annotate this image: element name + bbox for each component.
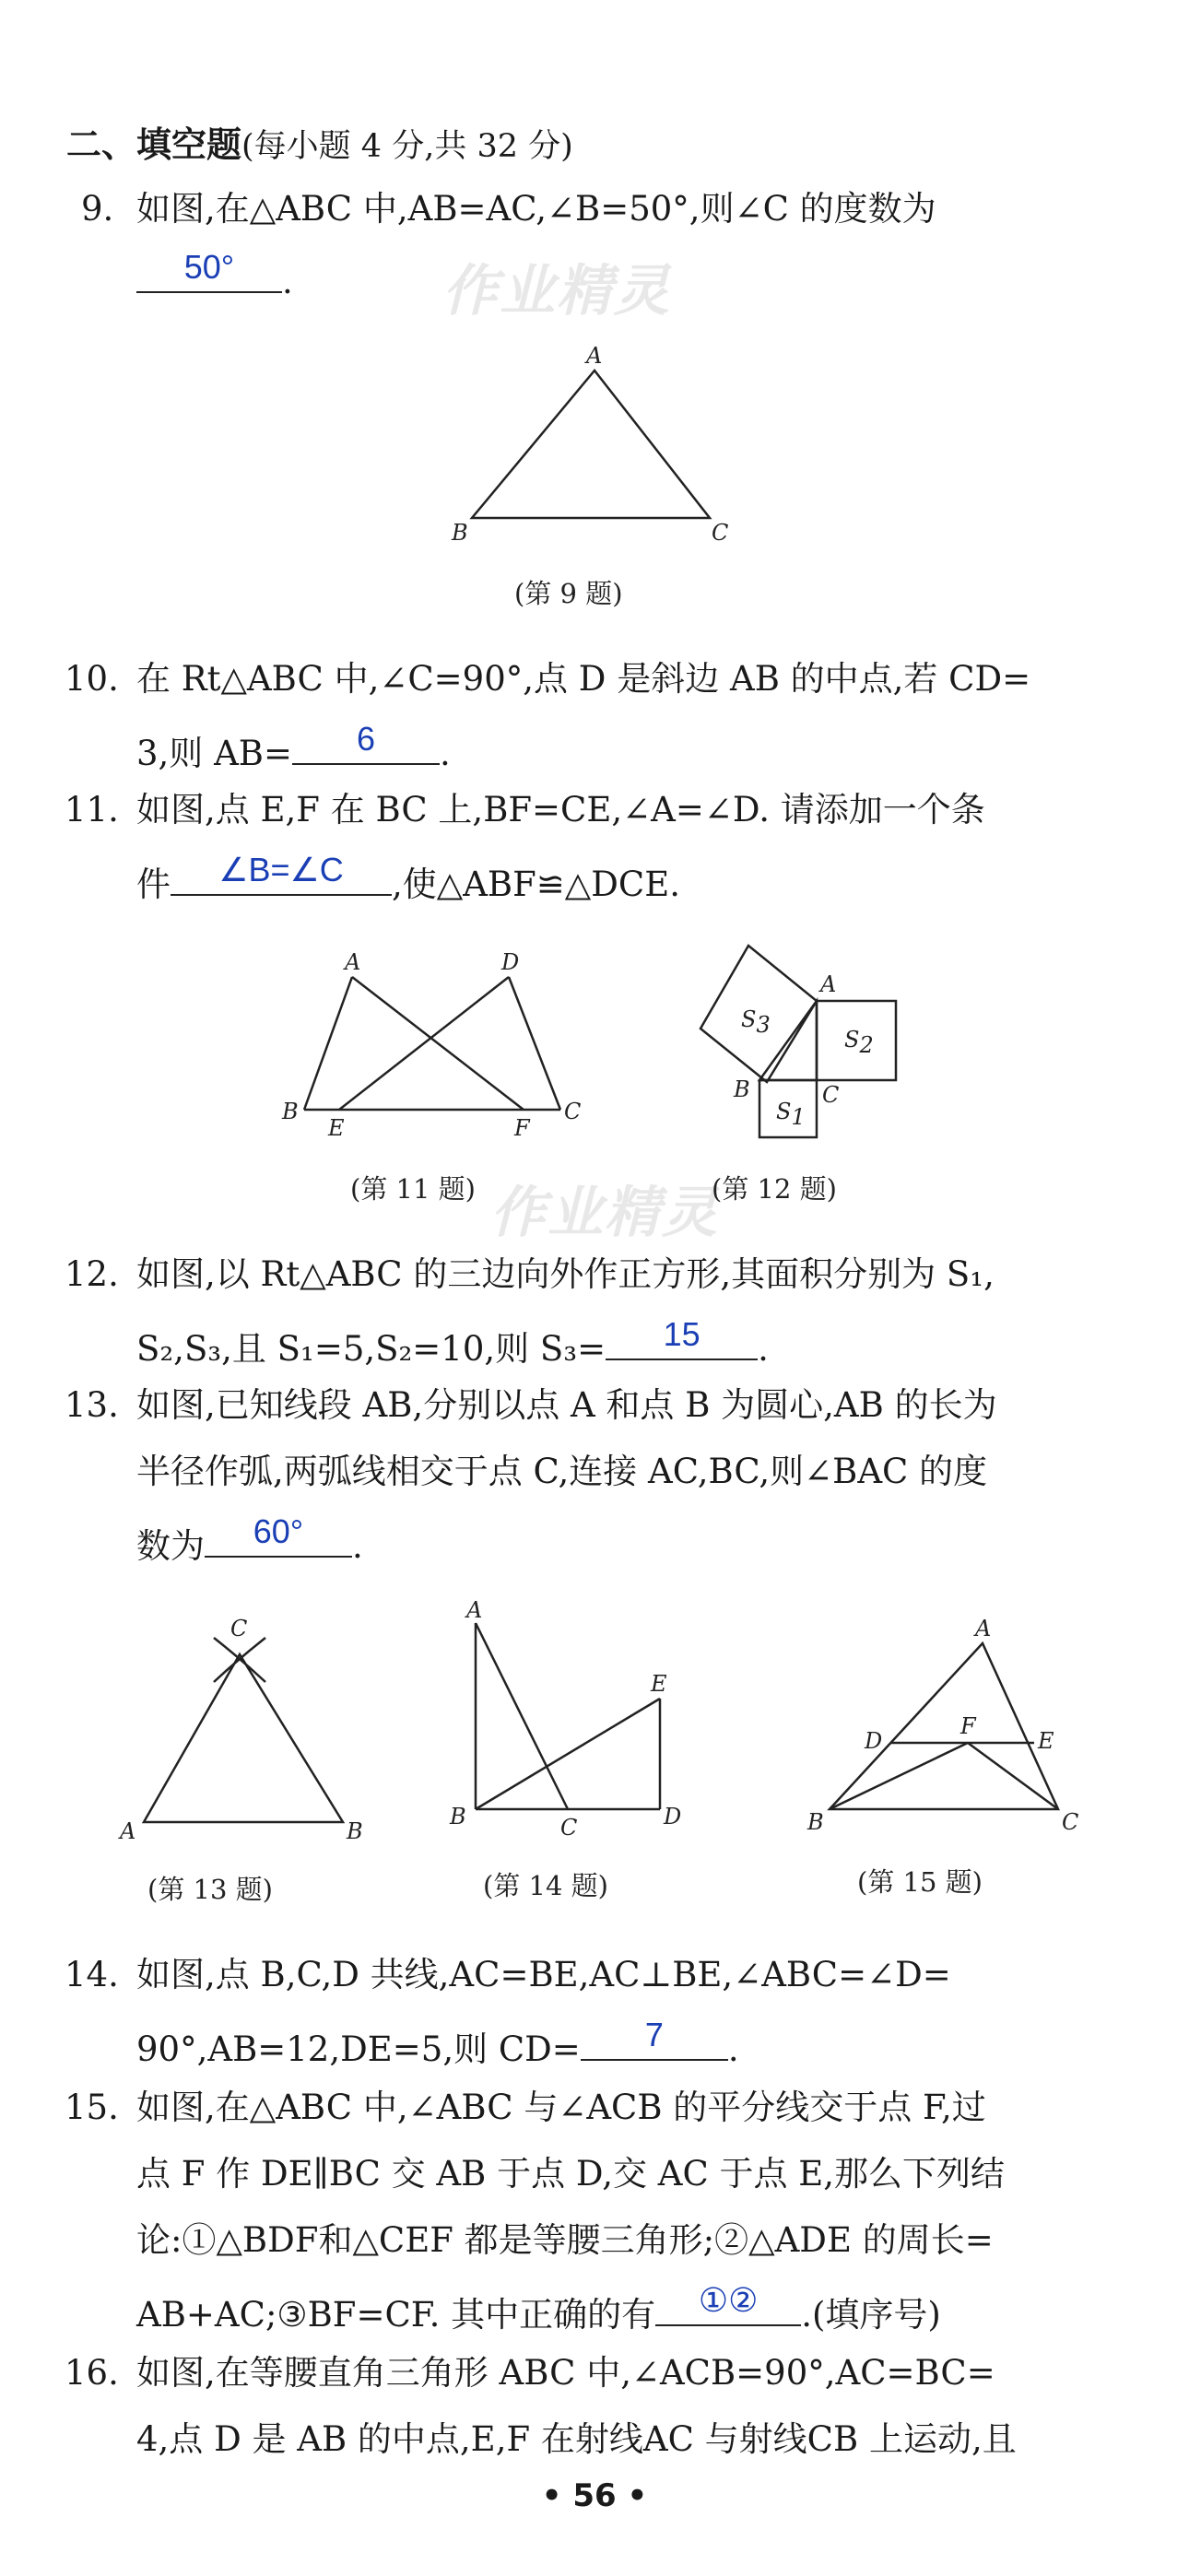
q15-line2: 点 F 作 DE∥BC 交 AB 于点 D,交 AC 于点 E,那么下列结 bbox=[136, 2154, 1006, 2194]
q12-answer: 15 bbox=[663, 1315, 700, 1353]
q12-end: . bbox=[758, 1329, 769, 1369]
fig15-caption: (第 15 题) bbox=[857, 1866, 983, 1898]
section-title: 二、填空题 bbox=[66, 124, 242, 165]
fig13-caption: (第 13 题) bbox=[147, 1874, 273, 1905]
fig11-caption: (第 11 题) bbox=[350, 1173, 476, 1205]
q10-line2 bbox=[136, 720, 451, 773]
q13-line2: 半径作弧,两弧线相交于点 C,连接 AC,BC,则∠BAC 的度 bbox=[136, 1452, 988, 1491]
q15-line4-post: .(填序号) bbox=[801, 2295, 941, 2335]
q11-answer: ∠B=∠C bbox=[218, 851, 344, 888]
fig14-caption: (第 14 题) bbox=[483, 1870, 608, 1901]
fig12-s2-letter: S bbox=[844, 1027, 860, 1053]
q15-line4 bbox=[136, 2281, 941, 2335]
section-header bbox=[66, 122, 573, 168]
q11-number: 11. bbox=[65, 790, 119, 829]
fig12-s1-letter: S bbox=[776, 1099, 792, 1124]
fig14-label-c: C bbox=[560, 1815, 578, 1841]
fig15-label-a: A bbox=[975, 1616, 992, 1641]
fig11-label-d: D bbox=[501, 949, 520, 975]
fig11-label-e: E bbox=[328, 1115, 345, 1141]
fig15-label-f: F bbox=[960, 1713, 976, 1739]
figure-14 bbox=[442, 1599, 700, 1848]
q12-answer-blank[interactable] bbox=[606, 1315, 758, 1360]
fig9-label-a: A bbox=[586, 343, 603, 369]
q11-line2-pre: 件 bbox=[136, 865, 171, 904]
fig12-label-b: B bbox=[734, 1076, 750, 1102]
q9-line1: 如图,在△ABC 中,AB=AC,∠B=50°,则∠C 的度数为 bbox=[136, 189, 936, 229]
q13-line1: 如图,已知线段 AB,分别以点 A 和点 B 为圆心,AB 的长为 bbox=[136, 1385, 997, 1425]
q14-answer: 7 bbox=[644, 2016, 664, 2053]
q10-line1: 在 Rt△ABC 中,∠C=90°,点 D 是斜边 AB 的中点,若 CD= bbox=[136, 659, 1031, 699]
q14-answer-blank[interactable] bbox=[581, 2018, 728, 2061]
q15-line3: 论:①△BDF和△CEF 都是等腰三角形;②△ADE 的周长= bbox=[136, 2220, 994, 2260]
q16-line1: 如图,在等腰直角三角形 ABC 中,∠ACB=90°,AC=BC= bbox=[136, 2353, 995, 2393]
q15-answer-blank[interactable] bbox=[655, 2281, 801, 2326]
q14-line2 bbox=[136, 2016, 739, 2069]
q14-number: 14. bbox=[65, 1955, 119, 1994]
fig11-line-dc bbox=[509, 977, 560, 1110]
fig12-label-c: C bbox=[822, 1082, 840, 1108]
q11-line2 bbox=[136, 851, 681, 904]
fig15-label-e: E bbox=[1038, 1728, 1054, 1754]
fig12-label-a: A bbox=[820, 971, 837, 997]
q15-line1: 如图,在△ABC 中,∠ABC 与∠ACB 的平分线交于点 F,过 bbox=[136, 2088, 986, 2127]
fig12-label-s2 bbox=[844, 1027, 874, 1058]
q12-number: 12. bbox=[65, 1254, 119, 1294]
q9-answer-blank[interactable] bbox=[136, 248, 282, 293]
fig13-triangle bbox=[144, 1654, 343, 1822]
q15-answer: ①② bbox=[698, 2281, 759, 2319]
fig11-label-b: B bbox=[282, 1099, 299, 1124]
watermark-1: 作业精灵 bbox=[442, 259, 671, 323]
fig9-label-b: B bbox=[452, 520, 468, 546]
q10-number: 10. bbox=[65, 659, 119, 699]
q13-number: 13. bbox=[65, 1385, 119, 1425]
q14-line1: 如图,点 B,C,D 共线,AC=BE,AC⊥BE,∠ABC=∠D= bbox=[136, 1955, 951, 1994]
q13-answer-blank[interactable] bbox=[205, 1512, 352, 1558]
q10-line2-text: 3,则 AB= bbox=[136, 734, 292, 773]
q13-line3-text: 数为 bbox=[136, 1526, 205, 1566]
fig11-line-af bbox=[352, 977, 524, 1110]
q11-line1: 如图,点 E,F 在 BC 上,BF=CE,∠A=∠D. 请添加一个条 bbox=[136, 790, 985, 829]
q16-line2: 4,点 D 是 AB 的中点,E,F 在射线AC 与射线CB 上运动,且 bbox=[136, 2419, 1017, 2459]
figure-11 bbox=[277, 938, 608, 1141]
figure-12 bbox=[664, 938, 912, 1150]
q9-answer: 50° bbox=[183, 248, 235, 286]
fig12-label-s3 bbox=[741, 1006, 771, 1038]
q12-line2-text: S₂,S₃,且 S₁=5,S₂=10,则 S₃= bbox=[136, 1329, 606, 1369]
fig14-label-a: A bbox=[466, 1597, 483, 1623]
fig15-line-bf bbox=[830, 1743, 968, 1809]
fig12-caption: (第 12 题) bbox=[712, 1173, 837, 1205]
q14-end: . bbox=[727, 2029, 739, 2069]
fig11-line-ab bbox=[304, 977, 352, 1110]
q11-line2-post: ,使△ABF≌△DCE. bbox=[392, 865, 681, 904]
fig14-label-d: D bbox=[664, 1804, 682, 1829]
q10-answer-blank[interactable] bbox=[292, 720, 440, 765]
q11-answer-blank[interactable] bbox=[171, 853, 392, 896]
section-note: (每小题 4 分,共 32 分) bbox=[241, 128, 573, 165]
fig12-s2-index: 2 bbox=[859, 1032, 874, 1058]
watermark-2: 作业精灵 bbox=[490, 1181, 719, 1245]
q9-end: . bbox=[282, 262, 293, 301]
fig15-label-c: C bbox=[1062, 1809, 1079, 1835]
q12-line1: 如图,以 Rt△ABC 的三边向外作正方形,其面积分别为 S₁, bbox=[136, 1254, 995, 1294]
figure-9 bbox=[442, 341, 756, 553]
fig9-triangle bbox=[472, 371, 710, 518]
q16-number: 16. bbox=[65, 2353, 119, 2393]
fig13-label-a: A bbox=[120, 1818, 136, 1844]
fig12-label-s1 bbox=[776, 1099, 806, 1130]
fig14-line-be bbox=[476, 1699, 660, 1809]
fig11-line-de bbox=[339, 977, 509, 1110]
fig11-label-a: A bbox=[345, 949, 361, 975]
fig9-label-c: C bbox=[712, 520, 729, 546]
fig9-caption: (第 9 题) bbox=[514, 578, 623, 609]
fig14-label-e: E bbox=[651, 1671, 667, 1697]
fig12-s3-letter: S bbox=[741, 1006, 757, 1032]
fig11-label-c: C bbox=[564, 1099, 582, 1124]
q13-end: . bbox=[352, 1526, 363, 1566]
q9-line2 bbox=[136, 248, 293, 301]
q14-line2-text: 90°,AB=12,DE=5,则 CD= bbox=[136, 2029, 581, 2069]
fig11-label-f: F bbox=[514, 1115, 530, 1141]
fig13-label-b: B bbox=[347, 1818, 363, 1844]
fig12-s3-index: 3 bbox=[756, 1012, 771, 1038]
figure-15 bbox=[802, 1617, 1097, 1839]
figure-13 bbox=[111, 1617, 378, 1848]
fig15-label-d: D bbox=[865, 1728, 883, 1754]
q9-number: 9. bbox=[81, 189, 114, 229]
fig15-label-b: B bbox=[807, 1809, 824, 1835]
q15-number: 15. bbox=[65, 2088, 119, 2127]
q12-line2 bbox=[136, 1315, 769, 1369]
fig14-label-b: B bbox=[450, 1804, 466, 1829]
q13-answer: 60° bbox=[253, 1512, 304, 1550]
q15-line4-pre: AB+AC;③BF=CF. 其中正确的有 bbox=[136, 2295, 656, 2335]
q10-end: . bbox=[439, 734, 451, 773]
fig12-s1-index: 1 bbox=[791, 1104, 806, 1130]
fig13-label-c: C bbox=[230, 1616, 248, 1641]
q10-answer: 6 bbox=[356, 720, 375, 758]
page-number: • 56 • bbox=[541, 2477, 648, 2514]
q13-line3 bbox=[136, 1512, 363, 1566]
